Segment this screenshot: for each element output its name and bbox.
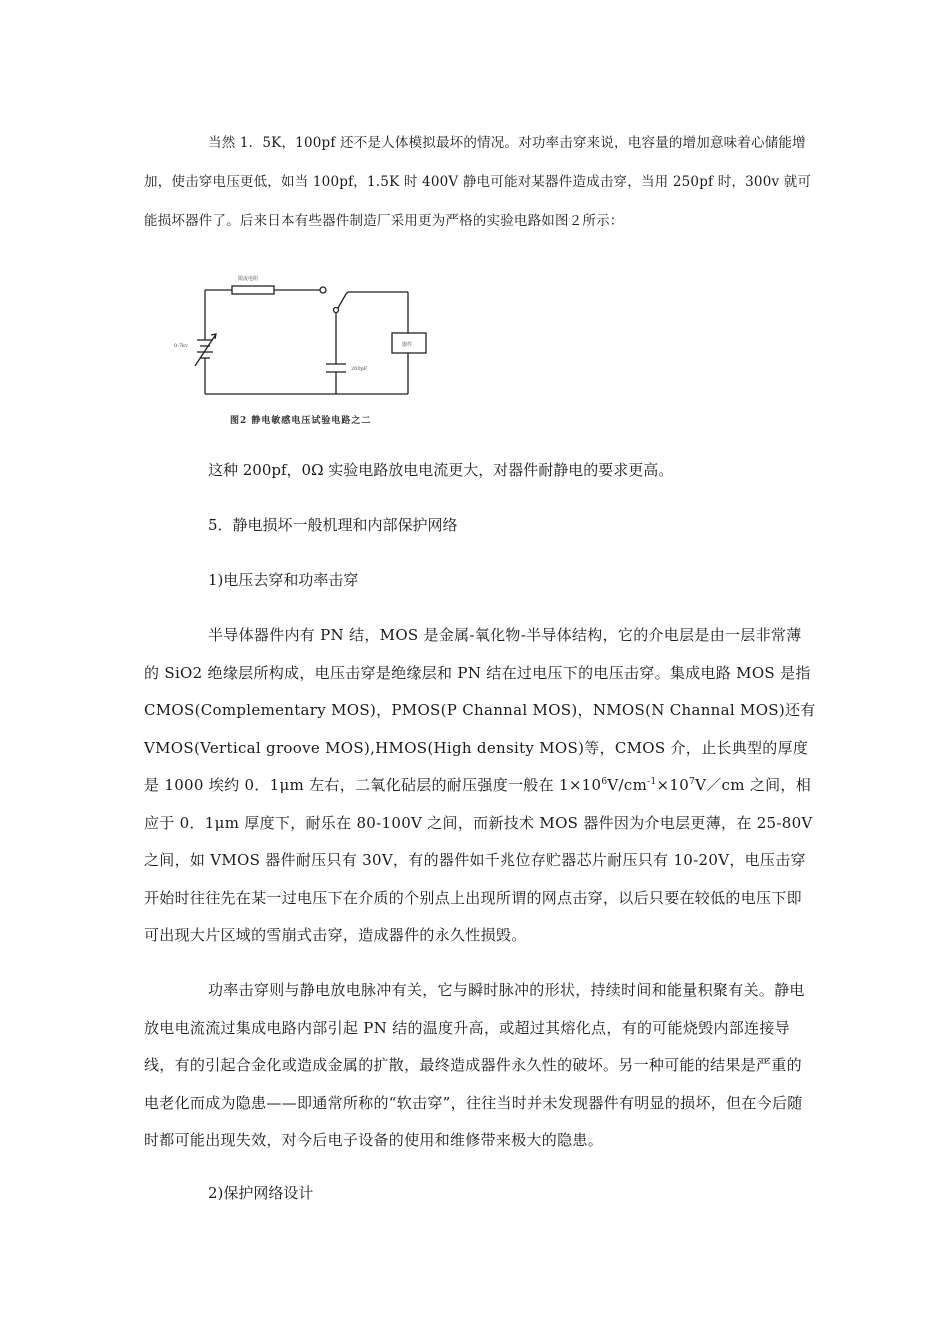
subheading-protection-network: 2)保护网络设计 [208, 1184, 314, 1202]
para3-text-b: V/cm [607, 776, 648, 794]
resistor-label: 限流电阻 [238, 276, 259, 282]
circuit-diagram [170, 270, 440, 410]
section-heading-5: 5．静电损坏一般机理和内部保护网络 [208, 516, 458, 534]
circuit-figure [170, 270, 440, 435]
paragraph-power-breakdown: 功率击穿则与静电放电脉冲有关，它与瞬时脉冲的形状，持续时间和能量积聚有关。静电放电电流流过集成电路内部引起 PN 结的温度升高，或超过其熔化点，有的可能烧毁内部连接导线，有的引起合金化或造成金属的扩散，最终造成器件永久性的破坏。另一种可能的结果是严重的电老化而成为隐患——即通常所称的“软击穿”，往往当时并未发现器件有明显的损坏，但在今后随时都可能出现失效，对今后电子设备的使用和维修带来极大的隐患。 [144, 981, 805, 1149]
para3-sup-3: 7 [689, 777, 696, 787]
paragraph-200pf: 这种 200pf，0Ω 实验电路放电电流更大，对器件耐静电的要求更高。 [208, 461, 674, 479]
para3-text-a: 半导体器件内有 PN 结，MOS 是金属-氧化物-半导体结构，它的介电层是由一层非常薄的 SiO2 绝缘层所构成，电压击穿是绝缘层和 PN 结在过电压下的电压击穿。集成电路 MOS 是指 CMOS(Complementary MOS)，PMOS(P Channal MOS)，NMOS(N Channal MOS)还有 VMOS(Vertical groove MOS),HMOS(High density MOS)等，CMOS 介，止长典型的厚度是 1000 埃约 0．1μm 左右，二氧化砧层的耐压强度一般在 1×10 [144, 626, 816, 794]
device-label: 器件 [402, 342, 413, 348]
figure-caption: 图2 静电敏感电压试验电路之二 [230, 416, 372, 426]
paragraph-mos-breakdown [144, 617, 816, 955]
para3-text-c: ×10 [656, 776, 690, 794]
subheading-voltage-breakdown: 1)电压去穿和功率击穿 [208, 571, 359, 589]
capacitor-label: 200pF [351, 366, 368, 372]
para3-sup-1: 6 [601, 777, 608, 787]
para3-sup-2: -1 [647, 777, 657, 787]
para3-text-d: V／cm 之间，相应于 0．1μm 厚度下，耐乐在 80-100V 之间，而新技术 MOS 器件因为介电层更薄，在 25-80V 之间，如 VMOS 器件耐压只有 30V，有的器件如千兆位存贮器芯片耐压只有 10-20V，电压击穿开始时往往先在某一过电压下在介质的个别点上出现所谓的网点击穿，以后只要在较低的电压下即可出现大片区域的雪崩式击穿，造成器件的永久性损毁。 [144, 776, 813, 944]
paragraph-human-model: 当然 1．5K，100pf 还不是人体模拟最坏的情况。对功率击穿来说，电容量的增加意味着心储能增加，使击穿电压更低，如当 100pf，1.5K 时 400V 静电可能对某器件造成击穿，当用 250pf 时，300v 就可能损坏器件了。后来日本有些器件制造厂采用更为严格的实验电路如图２所示： [144, 135, 812, 229]
voltage-source-label: 0-7kv [174, 343, 188, 349]
